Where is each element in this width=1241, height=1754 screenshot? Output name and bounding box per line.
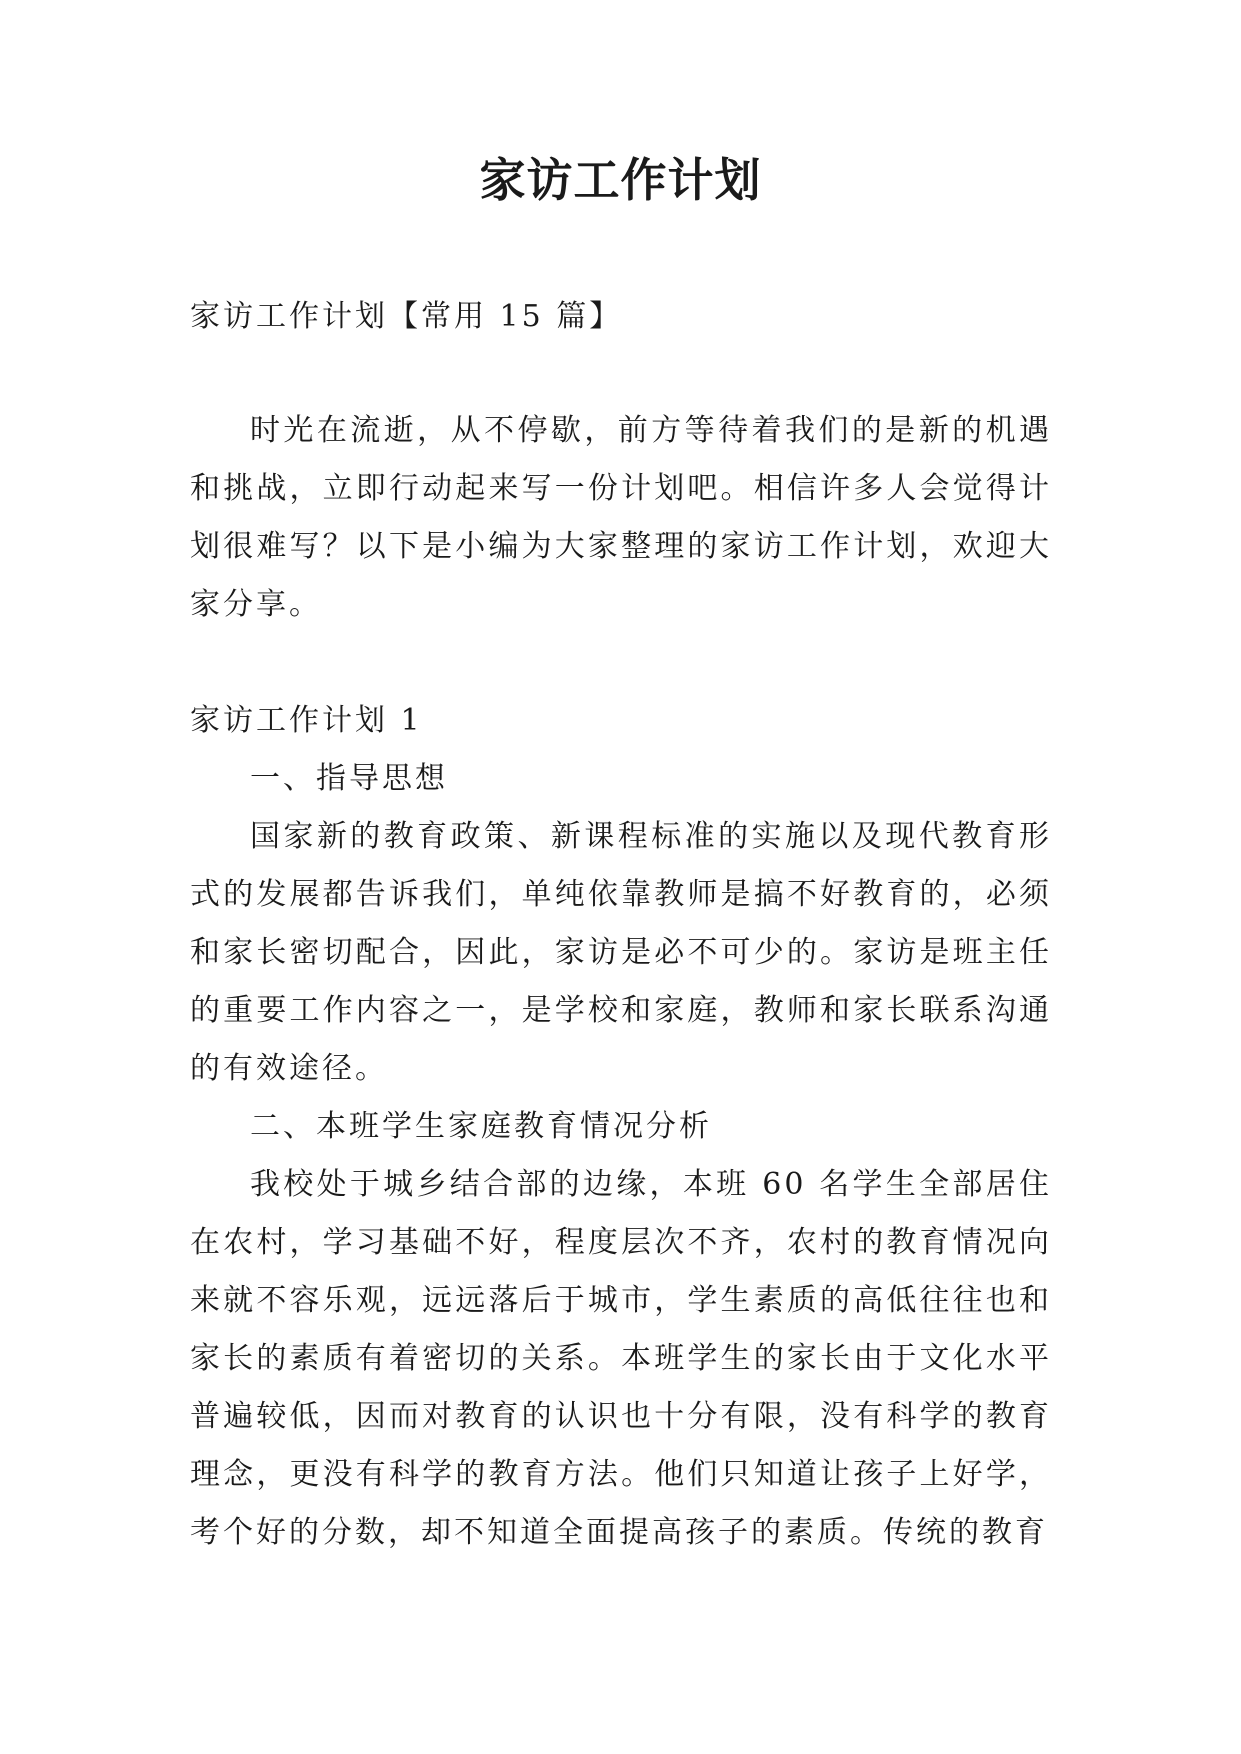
paragraph-family-education-analysis: 我校处于城乡结合部的边缘，本班 60 名学生全部居住在农村，学习基础不好，程度层次不齐，农村的教育情况向来就不容乐观，远远落后于城市，学生素质的高低往往也和家长的素质有着密切的关系。本班学生的家长由于文化水平普遍较低，因而对教育的认识也十分有限，没有科学的教育理念，更没有科学的教育方法。他们只知道让孩子上好学，考个好的分数，却不知道全面提高孩子的素质。传统的教育 <box>190 1167 1052 1550</box>
document-subtitle: 家访工作计划【常用 15 篇】 <box>190 299 623 334</box>
intro-paragraph: 时光在流逝，从不停歇，前方等待着我们的是新的机遇和挑战，立即行动起来写一份计划吧。相信许多人会觉得计划很难写？以下是小编为大家整理的家访工作计划，欢迎大家分享。 <box>190 413 1052 622</box>
document-body <box>190 288 1052 1562</box>
section-heading-guiding-ideology: 一、指导思想 <box>250 761 448 796</box>
section-heading-family-education-analysis: 二、本班学生家庭教育情况分析 <box>250 1109 712 1144</box>
paragraph-guiding-ideology: 国家新的教育政策、新课程标准的实施以及现代教育形式的发展都告诉我们，单纯依靠教师是搞不好教育的，必须和家长密切配合，因此，家访是必不可少的。家访是班主任的重要工作内容之一，是学校和家庭，教师和家长联系沟通的有效途径。 <box>190 819 1052 1086</box>
section-title: 家访工作计划 1 <box>190 703 423 738</box>
document-title: 家访工作计划 <box>479 153 762 207</box>
